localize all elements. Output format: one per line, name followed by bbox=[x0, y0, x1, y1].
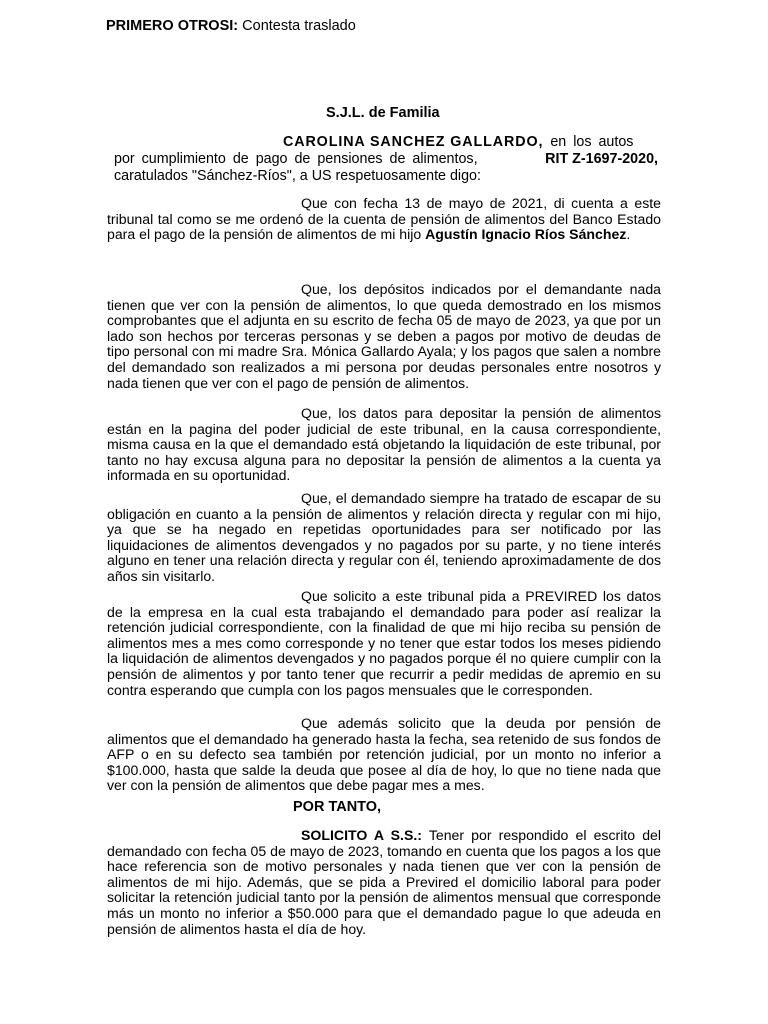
paragraph-3 bbox=[107, 406, 661, 484]
paragraph-6-text: Que además solicito que la deuda por pensión de alimentos que el demandado ha generado hasta la fecha, sea retenido de sus fondos de AFP o en su defecto sea también por retención judicial, por un monto no inferior a $100.000, hasta que salde la deuda que posee al día de hoy, lo que no tiene nada que ver con la pensión de alimentos que debe pagar mes a mes. bbox=[107, 715, 661, 794]
paragraph-6 bbox=[107, 716, 661, 794]
court-title: S.J.L. de Familia bbox=[326, 105, 440, 121]
document-header bbox=[106, 18, 356, 34]
paragraph-5-text: Que solicito a este tribunal pida a PREVIRED los datos de la empresa en la cual esta trabajando el demandado para poder así realizar la retención judicial correspondiente, con la finalidad de que mi hijo reciba su pensión de alimentos mes a mes como corresponde y no tener que estar todos los meses pidiendo la liquidación de alimentos devengados y no pagados porque él no quiere cumplir con la pensión de alimentos y por tanto tener que recurrir a pedir medidas de apremio en su contra esperando que cumpla con los pagos mensuales que le corresponden. bbox=[107, 588, 661, 698]
paragraph-4 bbox=[107, 491, 661, 585]
intro-line-3: caratulados "Sánchez-Ríos", a US respetuosamente digo: bbox=[114, 168, 481, 184]
por-tanto-heading: POR TANTO, bbox=[293, 799, 382, 815]
header-label: PRIMERO OTROSI: bbox=[106, 18, 239, 34]
intro-line-2 bbox=[114, 151, 658, 167]
paragraph-2-text: Que, los depósitos indicados por el demandante nada tienen que ver con la pensión de alimentos, lo que queda demostrado en los mismos comprobantes que el adjunta en su escrito de fecha 05 de mayo de 2023, ya que por un lado son hechos por terceras personas y se deben a pagos por motivo de deudas de tipo personal con mi madre Sra. Mónica Gallardo Ayala; y los pagos que salen a nombre del demandado son realizados a mi persona por deudas personales entre nosotros y nada tienen que ver con el pago de pensión de alimentos. bbox=[107, 281, 661, 391]
paragraph-4-text: Que, el demandado siempre ha tratado de escapar de su obligación en cuanto a la pensión de alimentos y relación directa y regular con mi hijo, ya que se ha negado en repetidas oportunidades para ser notificado por las liquidaciones de alimentos devengados y no pagados por su parte, y no tiene interés alguno en tener una relación directa y regular con él, teniendo aproximadamente de dos años sin visitarlo. bbox=[107, 490, 661, 584]
paragraph-3-text: Que, los datos para depositar la pensión de alimentos están en la pagina del poder judicial de este tribunal, en la causa correspondiente, misma causa en la que el demandado está objetando la liquidación de este tribunal, por tanto no hay excusa alguna para no depositar la pensión de alimentos a la cuenta ya informada en su oportunidad. bbox=[107, 405, 661, 484]
intro-line-2-text: por cumplimiento de pago de pensiones de alimentos, bbox=[114, 151, 478, 167]
petitioner-name: CAROLINA SANCHEZ GALLARDO, bbox=[283, 134, 544, 150]
paragraph-5 bbox=[107, 589, 661, 698]
paragraph-1-end: . bbox=[626, 226, 631, 243]
request-paragraph bbox=[107, 828, 661, 937]
child-name: Agustín Ignacio Ríos Sánchez bbox=[425, 226, 627, 243]
paragraph-1 bbox=[107, 196, 661, 243]
paragraph-1-text: Que con fecha 13 de mayo de 2021, di cuenta a este tribunal tal como se me ordenó de la cuenta de pensión de alimentos del Banco Estado para el pago de la pensión de alimentos de mi hijo bbox=[107, 195, 661, 243]
request-label: SOLICITO A S.S.: bbox=[301, 827, 422, 843]
intro-line-1 bbox=[283, 134, 633, 150]
paragraph-2 bbox=[107, 282, 661, 391]
request-text: Tener por respondido el escrito del demandado con fecha 05 de mayo de 2023, tomando en cuenta que los pagos a los que hace referencia son de motivo personales y nada tienen que ver con la pensión de alimentos de mi hijo. Además, que se pida a Previred el domicilio laboral para poder solicitar la retención judicial tanto por la pensión de alimentos mensual que corresponde más un monto no inferior a $50.000 para que el demandado pague lo que adeuda en pensión de alimentos hasta el día de hoy. bbox=[107, 827, 661, 937]
case-rit: RIT Z-1697-2020, bbox=[545, 151, 658, 167]
intro-after-name: en los autos bbox=[543, 134, 634, 150]
header-text: Contesta traslado bbox=[238, 18, 356, 34]
